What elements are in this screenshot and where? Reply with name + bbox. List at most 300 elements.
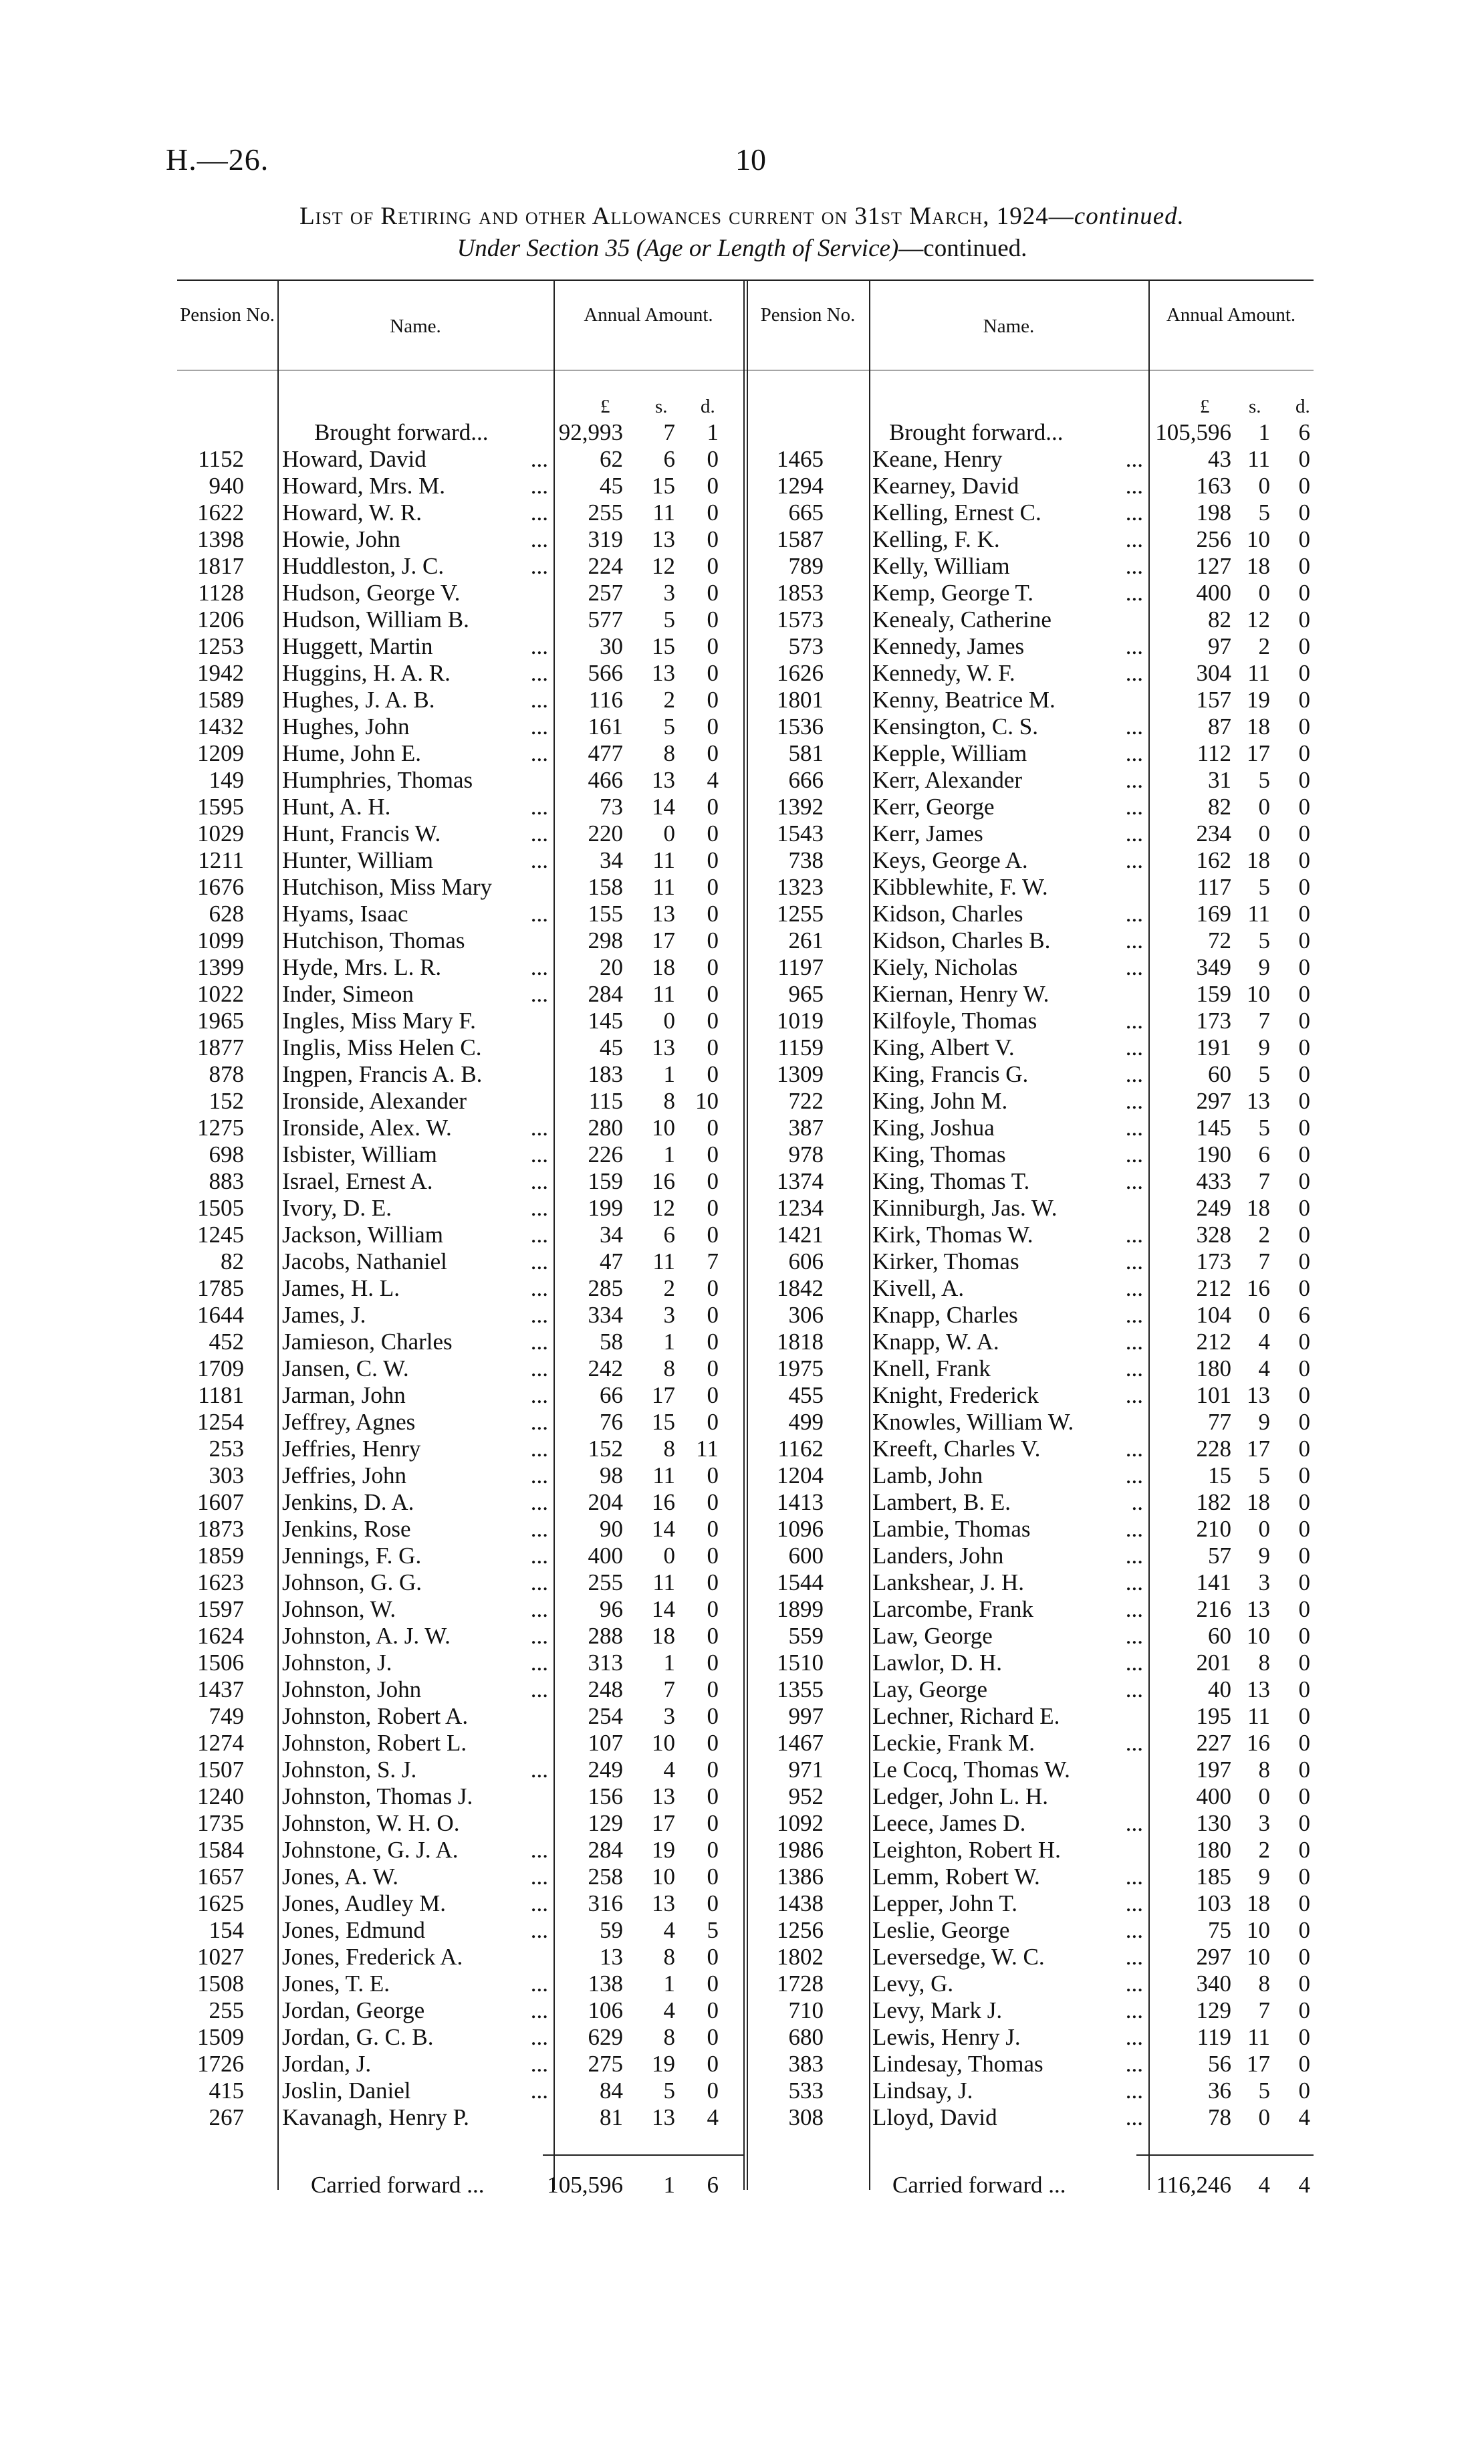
amount-pence: 0 [707,1516,719,1542]
amount-pence: 0 [707,553,719,579]
pensioner-name: Hume, John E. [282,740,422,766]
amount-pence: 0 [1298,713,1310,740]
pensioner-name: Hutchison, Thomas [282,927,465,954]
pension-number: 1399 [197,954,244,980]
pensioner-name: King, Albert V. [872,1034,1015,1060]
name-leader-dots: ... [1125,1864,1143,1890]
amount-shillings: 4 [663,1997,675,2023]
pension-number: 978 [788,1141,824,1167]
amount-pence: 0 [1298,1890,1310,1916]
amount-pence: 0 [707,1302,719,1328]
amount-pence: 0 [1298,794,1310,820]
pension-number: 1206 [197,606,244,633]
amount-pounds: 130 [1196,1810,1231,1836]
amount-pence: 0 [1298,1222,1310,1248]
pensioner-name: King, Thomas [872,1141,1006,1167]
pensioner-name: Lawlor, D. H. [872,1650,1002,1676]
pensioner-name: Lewis, Henry J. [872,2024,1021,2050]
table-row [0,1516,1484,1543]
pensioner-name: Le Cocq, Thomas W. [872,1757,1070,1783]
pension-number: 883 [209,1168,244,1194]
name-leader-dots: ... [1125,1650,1143,1676]
amount-pounds: 220 [588,820,623,847]
name-leader-dots: ... [1125,1569,1143,1595]
amount-pence: 0 [1298,1810,1310,1836]
amount-pence: 0 [1298,687,1310,713]
carried-forward-left-pounds: 105,596 [547,2172,623,2198]
amount-pence: 0 [1298,1275,1310,1301]
amount-pence: 0 [707,1810,719,1836]
amount-pounds: 340 [1196,1971,1231,1997]
table-row [0,954,1484,981]
amount-pence: 0 [1298,2024,1310,2050]
amount-shillings: 8 [663,1944,675,1970]
pensioner-name: Knight, Frederick [872,1382,1039,1408]
pension-number: 1022 [197,981,244,1007]
amount-shillings: 18 [1247,847,1270,873]
pension-number: 1942 [197,660,244,686]
pensioner-name: Lamb, John [872,1462,983,1488]
amount-pounds: 284 [588,981,623,1007]
name-leader-dots: ... [530,2051,548,2077]
pensioner-name: Jeffries, John [282,1462,406,1488]
amount-pence: 0 [707,713,719,740]
pension-number: 1597 [197,1596,244,1622]
pension-number: 533 [788,2078,824,2104]
amount-pounds: 31 [1208,767,1231,793]
amount-pounds: 45 [600,1034,623,1060]
pension-number: 1204 [777,1462,824,1488]
amount-shillings: 18 [1247,1195,1270,1221]
amount-pounds: 285 [588,1275,623,1301]
pensioner-name: Kilfoyle, Thomas [872,1008,1037,1034]
pension-number: 1644 [197,1302,244,1328]
amount-pence: 0 [707,1890,719,1916]
amount-pounds: 334 [588,1302,623,1328]
amount-pence: 4 [707,2104,719,2130]
amount-shillings: 2 [1258,633,1270,659]
pension-number: 1438 [777,1890,824,1916]
amount-shillings: 13 [652,1890,675,1916]
amount-pounds: 97 [1208,633,1231,659]
amount-pounds: 216 [1196,1596,1231,1622]
name-leader-dots: ... [1125,1543,1143,1569]
amount-pounds: 297 [1196,1088,1231,1114]
pension-number: 455 [788,1382,824,1408]
pensioner-name: Lepper, John T. [872,1890,1017,1916]
amount-shillings: 0 [1258,580,1270,606]
pensioner-name: Hunt, A. H. [282,794,391,820]
table-row [0,446,1484,473]
amount-pounds: 227 [1196,1730,1231,1756]
table-row [0,1623,1484,1650]
amount-shillings: 17 [652,1382,675,1408]
pension-number: 1543 [777,820,824,847]
amount-shillings: 8 [663,740,675,766]
amount-pence: 0 [707,1971,719,1997]
pensioner-name: Kennedy, James [872,633,1025,659]
pension-number: 1589 [197,687,244,713]
amount-pounds: 169 [1196,901,1231,927]
name-leader-dots: ... [1125,1061,1143,1087]
amount-shillings: 15 [652,633,675,659]
pension-number: 1785 [197,1275,244,1301]
amount-shillings: 8 [663,1088,675,1114]
pension-number: 1275 [197,1115,244,1141]
amount-shillings: 11 [1247,660,1270,686]
pension-number: 1467 [777,1730,824,1756]
unit-pence-right: d. [1295,396,1310,417]
page-reference: H.—26. [166,142,269,177]
table-row [0,1008,1484,1034]
amount-pence: 0 [1298,1382,1310,1408]
amount-pence: 0 [707,1115,719,1141]
pension-number: 666 [788,767,824,793]
pensioner-name: Hughes, John [282,713,410,740]
amount-shillings: 13 [652,2104,675,2130]
amount-pounds: 180 [1196,1355,1231,1381]
pensioner-name: Kepple, William [872,740,1027,766]
header-amount-right: Annual Amount. [1166,304,1296,326]
amount-pounds: 116 [588,687,623,713]
header-pension-no-right: Pension No. [760,304,856,326]
pensioner-name: Levy, Mark J. [872,1997,1003,2023]
carried-forward-left: Carried forward ... [311,2172,485,2198]
amount-pounds: 163 [1196,473,1231,499]
pensioner-name: Law, George [872,1623,993,1649]
table-row [0,1489,1484,1516]
unit-shillings-right: s. [1249,396,1261,417]
table-row [0,1034,1484,1061]
amount-pence: 0 [707,847,719,873]
amount-shillings: 13 [1247,1676,1270,1702]
pension-number: 1255 [777,901,824,927]
pension-number: 1099 [197,927,244,954]
name-leader-dots: ... [1125,1596,1143,1622]
amount-pence: 0 [1298,1436,1310,1462]
amount-pounds: 190 [1196,1141,1231,1167]
amount-pence: 0 [1298,1516,1310,1542]
name-leader-dots: ... [530,1222,548,1248]
pension-number: 415 [209,2078,244,2104]
name-leader-dots: ... [1125,1810,1143,1836]
pension-number: 1386 [777,1864,824,1890]
table-row [0,1329,1484,1355]
amount-pence: 0 [1298,1141,1310,1167]
name-leader-dots: ... [1125,499,1143,526]
pension-number: 152 [209,1088,244,1114]
amount-pounds: 180 [1196,1837,1231,1863]
amount-pence: 0 [1298,1596,1310,1622]
pensioner-name: Kirker, Thomas [872,1248,1019,1274]
amount-pounds: 313 [588,1650,623,1676]
pension-number: 1274 [197,1730,244,1756]
pension-number: 383 [788,2051,824,2077]
amount-shillings: 5 [1258,499,1270,526]
amount-pounds: 249 [588,1757,623,1783]
pensioner-name: Kenny, Beatrice M. [872,687,1056,713]
name-leader-dots: ... [530,1623,548,1649]
amount-pounds: 155 [588,901,623,927]
amount-pounds: 77 [1208,1409,1231,1435]
amount-shillings: 11 [652,981,675,1007]
amount-shillings: 15 [652,1409,675,1435]
name-leader-dots: ... [1125,1141,1143,1167]
pension-number: 1096 [777,1516,824,1542]
amount-shillings: 0 [1258,1516,1270,1542]
pension-number: 1595 [197,794,244,820]
amount-shillings: 11 [1247,2024,1270,2050]
name-leader-dots: ... [1125,1516,1143,1542]
table-row [0,794,1484,820]
amount-shillings: 13 [652,660,675,686]
table-row [0,767,1484,794]
carried-forward-left-pence: 6 [707,2172,719,2198]
pensioner-name: Johnston, J. [282,1650,392,1676]
pensioner-name: Lechner, Richard E. [872,1703,1060,1729]
amount-pence: 0 [1298,1864,1310,1890]
pension-number: 82 [221,1248,244,1274]
amount-shillings: 2 [1258,1222,1270,1248]
amount-pence: 0 [707,1997,719,2023]
amount-pence: 0 [707,1034,719,1060]
pensioner-name: Landers, John [872,1543,1004,1569]
amount-shillings: 0 [1258,820,1270,847]
amount-pounds: 156 [588,1783,623,1809]
table-row [0,1596,1484,1623]
amount-shillings: 9 [1258,1409,1270,1435]
amount-pounds: 319 [588,526,623,552]
amount-pence: 0 [707,740,719,766]
pensioner-name: Ivory, D. E. [282,1195,392,1221]
brought-forward-right-pounds: 105,596 [1155,419,1231,445]
table-row [0,740,1484,767]
table-row [0,927,1484,954]
amount-shillings: 14 [652,794,675,820]
pension-number: 1309 [777,1061,824,1087]
pension-number: 1152 [198,446,244,472]
amount-pounds: 72 [1208,927,1231,954]
pension-number: 971 [788,1757,824,1783]
amount-pounds: 173 [1196,1248,1231,1274]
amount-pounds: 212 [1196,1275,1231,1301]
amount-shillings: 11 [652,499,675,526]
unit-pounds-left: £ [600,396,610,417]
amount-pounds: 15 [1208,1462,1231,1488]
pensioner-name: Jordan, J. [282,2051,372,2077]
amount-shillings: 10 [1247,1917,1270,1943]
pensioner-name: Kivell, A. [872,1275,965,1301]
amount-pounds: 84 [600,2078,623,2104]
amount-shillings: 8 [663,1436,675,1462]
name-leader-dots: ... [1125,927,1143,954]
subtitle-continued: —continued. [898,235,1027,262]
amount-shillings: 1 [663,1329,675,1355]
amount-pence: 0 [707,1944,719,1970]
pensioner-name: Kreeft, Charles V. [872,1436,1041,1462]
pension-number: 1254 [197,1409,244,1435]
amount-pence: 0 [1298,1917,1310,1943]
amount-pounds: 288 [588,1623,623,1649]
pension-number: 306 [788,1302,824,1328]
amount-pounds: 104 [1196,1302,1231,1328]
amount-shillings: 5 [663,713,675,740]
amount-pence: 0 [1298,1061,1310,1087]
brought-forward-right-shillings: 1 [1258,419,1270,445]
pension-number: 1676 [197,874,244,900]
amount-shillings: 3 [663,580,675,606]
amount-pounds: 159 [588,1168,623,1194]
amount-pence: 0 [1298,954,1310,980]
amount-shillings: 8 [1258,1757,1270,1783]
amount-pounds: 328 [1196,1222,1231,1248]
title-text: List of Retiring and other Allowances current on 31st March, 1924— [299,203,1074,230]
amount-shillings: 11 [652,874,675,900]
pensioner-name: Israel, Ernest A. [282,1168,433,1194]
pensioner-name: Ledger, John L. H. [872,1783,1048,1809]
pensioner-name: Keys, George A. [872,847,1028,873]
pensioner-name: Hughes, J. A. B. [282,687,435,713]
table-row [0,1088,1484,1115]
pensioner-name: Lemm, Robert W. [872,1864,1040,1890]
amount-shillings: 5 [1258,1115,1270,1141]
amount-pounds: 40 [1208,1676,1231,1702]
name-leader-dots: ... [530,1676,548,1702]
name-leader-dots: ... [1125,2104,1143,2130]
pension-number: 1211 [198,847,244,873]
amount-pence: 0 [1298,2051,1310,2077]
amount-shillings: 5 [663,2078,675,2104]
table-row [0,1650,1484,1676]
name-leader-dots: ... [530,1195,548,1221]
name-leader-dots: ... [1125,473,1143,499]
pension-number: 573 [788,633,824,659]
amount-shillings: 13 [1247,1596,1270,1622]
amount-shillings: 0 [1258,1783,1270,1809]
pensioner-name: Jenkins, D. A. [282,1489,414,1515]
pension-number: 1818 [777,1329,824,1355]
pension-number: 1842 [777,1275,824,1301]
name-leader-dots: ... [1125,580,1143,606]
pension-number: 1584 [197,1837,244,1863]
table-row [0,1275,1484,1302]
pension-number: 1505 [197,1195,244,1221]
pensioner-name: Jones, T. E. [282,1971,390,1997]
pension-number: 606 [788,1248,824,1274]
name-leader-dots: ... [530,1890,548,1916]
amount-pounds: 400 [588,1543,623,1569]
pensioner-name: Joslin, Daniel [282,2078,411,2104]
table-row [0,901,1484,927]
pension-number: 789 [788,553,824,579]
pension-number: 1536 [777,713,824,740]
amount-pence: 0 [707,1596,719,1622]
amount-shillings: 18 [1247,713,1270,740]
amount-pence: 0 [1298,1837,1310,1863]
amount-shillings: 0 [1258,473,1270,499]
name-leader-dots: ... [1125,526,1143,552]
name-leader-dots: ... [1125,767,1143,793]
pension-number: 303 [209,1462,244,1488]
pension-number: 1877 [197,1034,244,1060]
name-leader-dots: ... [1125,1997,1143,2023]
amount-shillings: 11 [652,1462,675,1488]
amount-pence: 0 [707,1676,719,1702]
table-row [0,687,1484,713]
pensioner-name: Jones, A. W. [282,1864,399,1890]
name-leader-dots: ... [1125,633,1143,659]
pensioner-name: Hunt, Francis W. [282,820,441,847]
amount-pence: 0 [707,687,719,713]
pensioner-name: Hyde, Mrs. L. R. [282,954,442,980]
amount-shillings: 8 [663,1355,675,1381]
pension-number: 680 [788,2024,824,2050]
amount-shillings: 16 [1247,1275,1270,1301]
amount-pounds: 198 [1196,499,1231,526]
amount-pence: 0 [707,1703,719,1729]
table-row [0,1195,1484,1222]
name-leader-dots: ... [1125,1115,1143,1141]
name-leader-dots: ... [1125,901,1143,927]
table-row [0,2078,1484,2104]
amount-pence: 0 [1298,820,1310,847]
amount-pounds: 96 [600,1596,623,1622]
amount-shillings: 3 [663,1302,675,1328]
amount-pence: 0 [707,874,719,900]
name-leader-dots: ... [1125,1168,1143,1194]
amount-pence: 0 [707,2024,719,2050]
amount-shillings: 10 [1247,1944,1270,1970]
amount-pounds: 107 [588,1730,623,1756]
amount-pounds: 577 [588,606,623,633]
pension-number: 1432 [197,713,244,740]
pensioner-name: Jones, Audley M. [282,1890,446,1916]
amount-pence: 0 [1298,473,1310,499]
name-leader-dots: ... [1125,1623,1143,1649]
amount-pounds: 43 [1208,446,1231,472]
pension-number: 665 [788,499,824,526]
amount-pence: 0 [707,1008,719,1034]
amount-shillings: 18 [652,1623,675,1649]
pensioner-name: Kelling, Ernest C. [872,499,1041,526]
pension-number: 1253 [197,633,244,659]
amount-shillings: 4 [1258,1355,1270,1381]
amount-shillings: 0 [1258,1302,1270,1328]
pensioner-name: Kinniburgh, Jas. W. [872,1195,1058,1221]
name-leader-dots: ... [530,1971,548,1997]
amount-pence: 0 [707,1061,719,1087]
pensioner-name: Jarman, John [282,1382,406,1408]
pensioner-name: Kerr, Alexander [872,767,1023,793]
amount-pounds: 30 [600,633,623,659]
name-leader-dots: ... [530,713,548,740]
table-row [0,2024,1484,2051]
amount-pounds: 400 [1196,1783,1231,1809]
amount-pounds: 20 [600,954,623,980]
pension-number: 698 [209,1141,244,1167]
amount-shillings: 3 [663,1703,675,1729]
pensioner-name: Knowles, William W. [872,1409,1074,1435]
amount-pence: 0 [707,633,719,659]
amount-pence: 0 [707,927,719,954]
carried-forward-right-shillings: 4 [1258,2172,1270,2198]
name-leader-dots: ... [530,473,548,499]
amount-shillings: 5 [1258,1462,1270,1488]
amount-pounds: 60 [1208,1623,1231,1649]
pension-number: 1323 [777,874,824,900]
pensioner-name: Keane, Henry [872,446,1003,472]
pension-number: 308 [788,2104,824,2130]
